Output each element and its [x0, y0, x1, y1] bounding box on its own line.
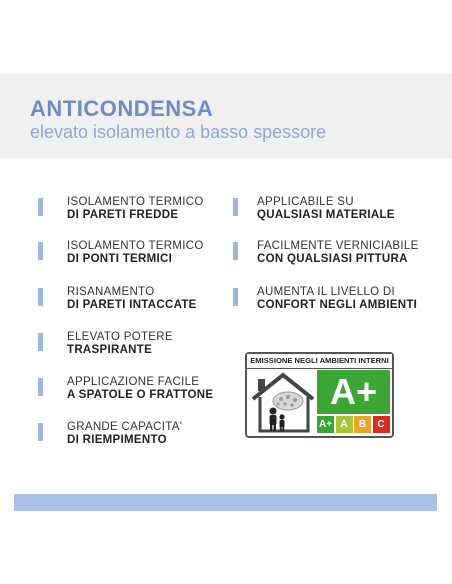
emission-label-heading: EMISSIONE NEGLI AMBIENTI INTERNI	[247, 354, 392, 369]
feature-line1: ISOLAMENTO TERMICO	[67, 196, 204, 208]
bullet-bar	[38, 198, 43, 216]
bullet-bar	[233, 242, 238, 260]
page-subtitle: elevato isolamento a basso spessore	[30, 122, 327, 142]
feature-line1: ELEVATO POTERE	[67, 331, 173, 343]
bullet-bar	[38, 423, 43, 441]
class-a: A	[336, 416, 353, 433]
class-c: C	[373, 416, 390, 433]
feature-line1: AUMENTA IL LIVELLO DI	[257, 286, 395, 298]
feature-line2: CON QUALSIASI PITTURA	[257, 253, 408, 265]
feature-line2: DI PONTI TERMICI	[67, 253, 173, 265]
feature-line1: APPLICAZIONE FACILE	[67, 376, 200, 388]
emission-label	[245, 352, 394, 438]
feature-line2: DI RIEMPIMENTO	[67, 434, 167, 446]
feature-line2: DI PARETI INTACCATE	[67, 299, 197, 311]
house-family-icon	[250, 371, 316, 433]
feature-line1: APPLICABILE SU	[257, 196, 354, 208]
feature-line2: TRASPIRANTE	[67, 344, 153, 356]
feature-line1: RISANAMENTO	[67, 286, 155, 298]
class-b: B	[354, 416, 371, 433]
feature-line2: CONFORT NEGLI AMBIENTI	[257, 299, 418, 311]
feature-line2: DI PARETI FREDDE	[67, 209, 179, 221]
page-title: ANTICONDENSA	[30, 96, 214, 121]
bullet-bar	[38, 333, 43, 351]
class-a-plus: A+	[317, 416, 334, 433]
bullet-bar	[38, 378, 43, 396]
footer-bar	[14, 494, 437, 511]
bullet-bar	[38, 288, 43, 306]
bullet-bar	[38, 242, 43, 260]
feature-line1: GRANDE CAPACITA'	[67, 421, 183, 433]
feature-line2: A SPATOLE O FRATTONE	[67, 389, 214, 401]
emission-rating: A+	[317, 370, 390, 414]
feature-line1: FACILMENTE VERNICIABILE	[257, 240, 419, 252]
bullet-bar	[233, 198, 238, 216]
feature-line1: ISOLAMENTO TERMICO	[67, 240, 204, 252]
bullet-bar	[233, 288, 238, 306]
feature-line2: QUALSIASI MATERIALE	[257, 209, 395, 221]
